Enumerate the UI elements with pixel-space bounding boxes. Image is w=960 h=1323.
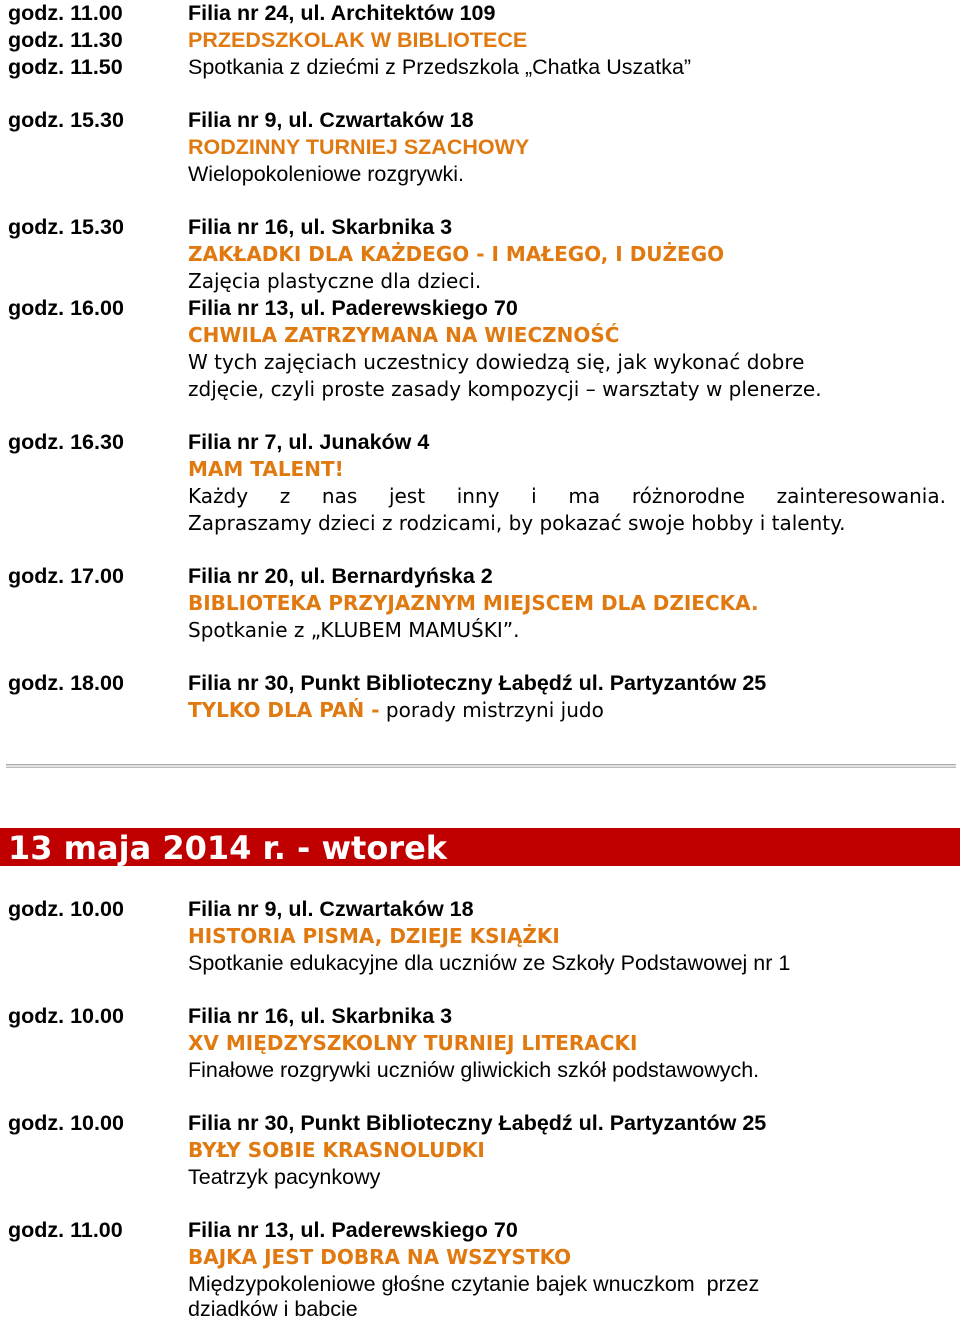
event-title: CHWILA ZATRZYMANA NA WIECZNOŚĆ bbox=[188, 323, 620, 347]
event-venue: Filia nr 16, ul. Skarbnika 3 bbox=[188, 215, 453, 239]
event-title: RODZINNY TURNIEJ SZACHOWY bbox=[188, 135, 530, 159]
event-venue: Filia nr 30, Punkt Biblioteczny Łabędź ul. Partyzantów 25 bbox=[188, 671, 767, 695]
event-venue: Filia nr 7, ul. Junaków 4 bbox=[188, 430, 430, 454]
event-time: godz. 11.50 bbox=[8, 55, 123, 79]
event-title: TYLKO DLA PAŃ - bbox=[188, 698, 380, 722]
event-venue: Filia nr 24, ul. Architektów 109 bbox=[188, 1, 496, 25]
event-time: godz. 10.00 bbox=[8, 1004, 124, 1028]
event-description: Międzypokoleniowe głośne czytanie bajek wnuczkom przez bbox=[188, 1272, 760, 1296]
event-time: godz. 10.00 bbox=[8, 897, 124, 921]
event-description: Każdy z nas jest inny i ma różnorodne zainteresowania. bbox=[188, 484, 946, 508]
event-title: MAM TALENT! bbox=[188, 457, 344, 481]
event-title: ZAKŁADKI DLA KAŻDEGO - I MAŁEGO, I DUŻEGO bbox=[188, 242, 725, 266]
event-time: godz. 18.00 bbox=[8, 671, 124, 695]
event-description: dziadków i babcie bbox=[188, 1297, 358, 1321]
event-title: XV MIĘDZYSZKOLNY TURNIEJ LITERACKI bbox=[188, 1031, 638, 1055]
event-time: godz. 16.30 bbox=[8, 430, 124, 454]
event-description: Zapraszamy dzieci z rodzicami, by pokazać swoje hobby i talenty. bbox=[188, 511, 846, 535]
event-time: godz. 10.00 bbox=[8, 1111, 124, 1135]
event-description: Spotkania z dziećmi z Przedszkola „Chatka Uszatka” bbox=[188, 55, 692, 79]
event-title: BAJKA JEST DOBRA NA WSZYSTKO bbox=[188, 1245, 572, 1269]
event-time: godz. 15.30 bbox=[8, 215, 124, 239]
day-header-title: 13 maja 2014 r. - wtorek bbox=[8, 829, 448, 867]
event-title: PRZEDSZKOLAK W BIBLIOTECE bbox=[188, 28, 528, 52]
event-time: godz. 11.30 bbox=[8, 28, 123, 52]
event-time: godz. 16.00 bbox=[8, 296, 124, 320]
event-description: Wielopokoleniowe rozgrywki. bbox=[188, 162, 465, 186]
event-title: HISTORIA PISMA, DZIEJE KSIĄŻKI bbox=[188, 924, 560, 948]
event-venue: Filia nr 30, Punkt Biblioteczny Łabędź ul. Partyzantów 25 bbox=[188, 1111, 767, 1135]
event-venue: Filia nr 13, ul. Paderewskiego 70 bbox=[188, 1218, 518, 1242]
event-description: Zajęcia plastyczne dla dzieci. bbox=[188, 269, 482, 293]
day-header bbox=[0, 828, 960, 866]
event-title: BIBLIOTEKA PRZYJAZNYM MIEJSCEM DLA DZIECKA. bbox=[188, 591, 759, 615]
event-time: godz. 17.00 bbox=[8, 564, 124, 588]
horizontal-divider bbox=[6, 764, 956, 768]
event-venue: Filia nr 9, ul. Czwartaków 18 bbox=[188, 108, 474, 132]
event-venue: Filia nr 20, ul. Bernardyńska 2 bbox=[188, 564, 493, 588]
event-title: BYŁY SOBIE KRASNOLUDKI bbox=[188, 1138, 485, 1162]
event-time: godz. 15.30 bbox=[8, 108, 124, 132]
event-time: godz. 11.00 bbox=[8, 1, 123, 25]
event-venue: Filia nr 13, ul. Paderewskiego 70 bbox=[188, 296, 518, 320]
event-description: W tych zajęciach uczestnicy dowiedzą się, jak wykonać dobre bbox=[188, 350, 805, 374]
event-description: Spotkanie edukacyjne dla uczniów ze Szkoły Podstawowej nr 1 bbox=[188, 951, 791, 975]
event-description: Teatrzyk pacynkowy bbox=[188, 1165, 381, 1189]
event-description: Finałowe rozgrywki uczniów gliwickich szkół podstawowych. bbox=[188, 1058, 760, 1082]
event-description: porady mistrzyni judo bbox=[379, 698, 604, 722]
event-venue: Filia nr 9, ul. Czwartaków 18 bbox=[188, 897, 474, 921]
event-description: zdjęcie, czyli proste zasady kompozycji – warsztaty w plenerze. bbox=[188, 377, 822, 401]
event-time: godz. 11.00 bbox=[8, 1218, 123, 1242]
event-venue: Filia nr 16, ul. Skarbnika 3 bbox=[188, 1004, 453, 1028]
event-description: Spotkanie z „KLUBEM MAMUŚKI”. bbox=[188, 618, 520, 642]
